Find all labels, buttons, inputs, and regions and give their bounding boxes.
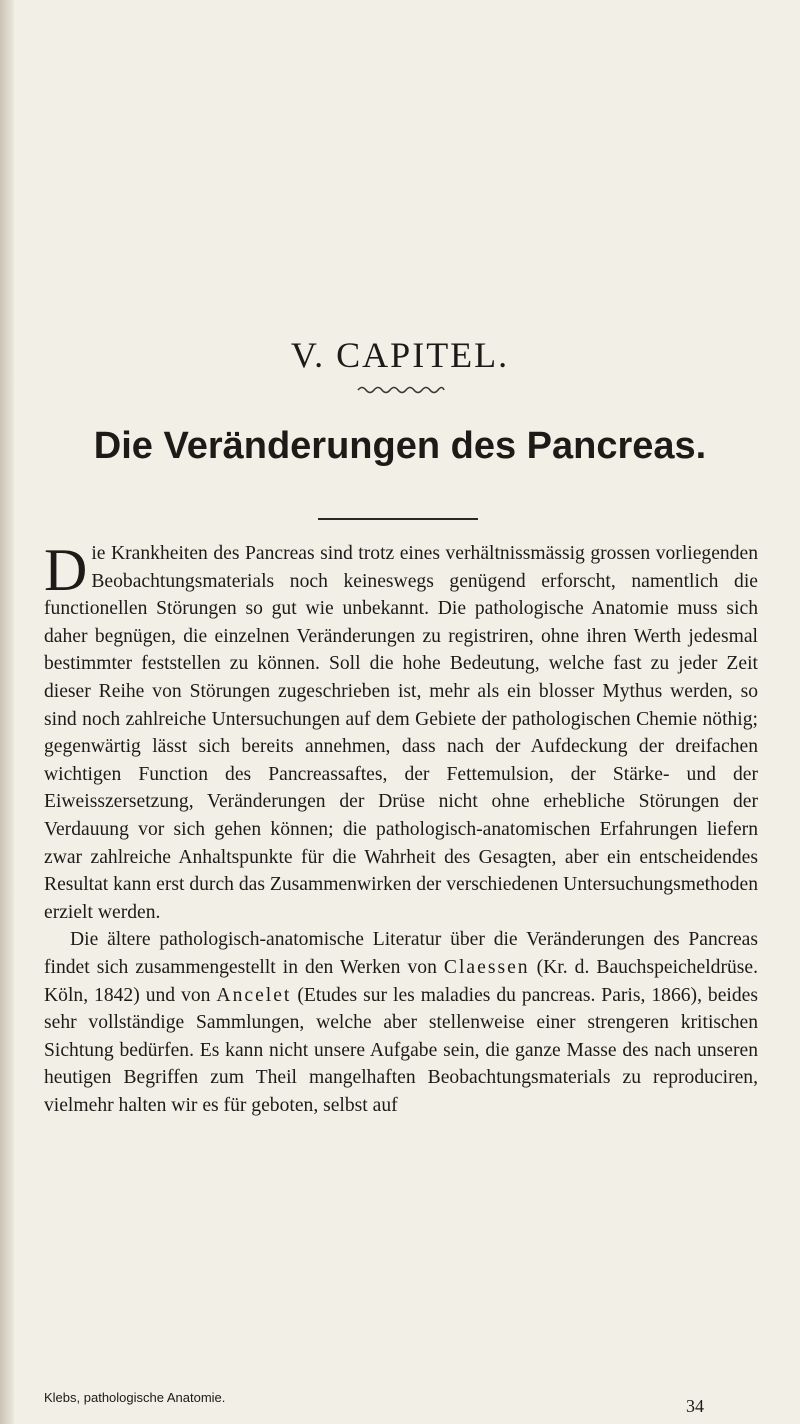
paragraph-1 [44, 537, 758, 926]
page-edge-shadow [0, 0, 14, 1424]
paragraph-2-text-c: (Etudes sur les maladies du pancreas. Paris, 1866), beides sehr vollständige Sammlungen, welche aber stellenweise einer strengeren kritischen Sichtung bedürfen. Es kann nicht unsere Aufgabe sein, die ganze Masse des nach unseren heutigen Begriffen zum Theil mangelhaften Beobachtungsmaterials zu reproduciren, vielmehr halten wir es für geboten, selbst auf [44, 984, 758, 1116]
title-divider [318, 518, 478, 520]
paragraph-1-text: ie Krankheiten des Pancreas sind trotz eines verhältnissmässig grossen vorliegenden Beobachtungsmaterials noch keineswegs genügend erforscht, namentlich die functionellen Störungen so gut wie unbekannt. Die pathologische Anatomie muss sich daher begnügen, die einzelnen Veränderungen zu registriren, ohne ihren Werth jedesmal bestimmter feststellen zu können. Soll die hohe Bedeutung, welche fast zu jeder Zeit dieser Reihe von Störungen zugeschrieben ist, mehr als ein blosser Mythus werden, so sind noch zahlreiche Untersuchungen auf dem Gebiete der pathologischen Chemie nöthig; gegenwärtig lässt sich bereits annehmen, dass nach der Aufdeckung der dreifachen wichtigen Function des Pancreassaftes, der Fettemulsion, der Stärke- und der Eiweisszersetzung, Veränderungen der Drüse nicht ohne erhebliche Störungen der Verdauung vor sich gehen können; die pathologisch-anatomischen Erfahrungen liefern zwar zahlreiche Anhaltspunkte für die Wahrheit des Gesagten, aber ein entscheidendes Resultat kann erst durch das Zusammenwirken der verschiedenen Untersuchungsmethoden erzielt werden. [44, 543, 758, 923]
chapter-title: Die Veränderungen des Pancreas. [93, 425, 707, 467]
page-number: 34 [686, 1396, 704, 1416]
drop-cap: D [44, 537, 88, 603]
author-ancelet: Ancelet [216, 984, 292, 1006]
signature-mark: Klebs, pathologische Anatomie. [44, 1390, 226, 1405]
body-text [44, 537, 758, 1119]
paragraph-2-text-b: (Kr. d. Bauchspeicheldrüse. Köln, 1842) und von [44, 956, 758, 1006]
paragraph-2 [44, 926, 758, 1119]
wavy-ornament [356, 384, 446, 396]
paragraph-2-text-a: Die ältere pathologisch-anatomische Literatur über die Veränderungen des Pancreas findet sich zusammengestellt in den Werken von [44, 929, 758, 978]
page-footer [44, 1390, 758, 1416]
author-claessen: Claessen [443, 956, 530, 978]
chapter-heading: V. CAPITEL. [290, 335, 510, 375]
